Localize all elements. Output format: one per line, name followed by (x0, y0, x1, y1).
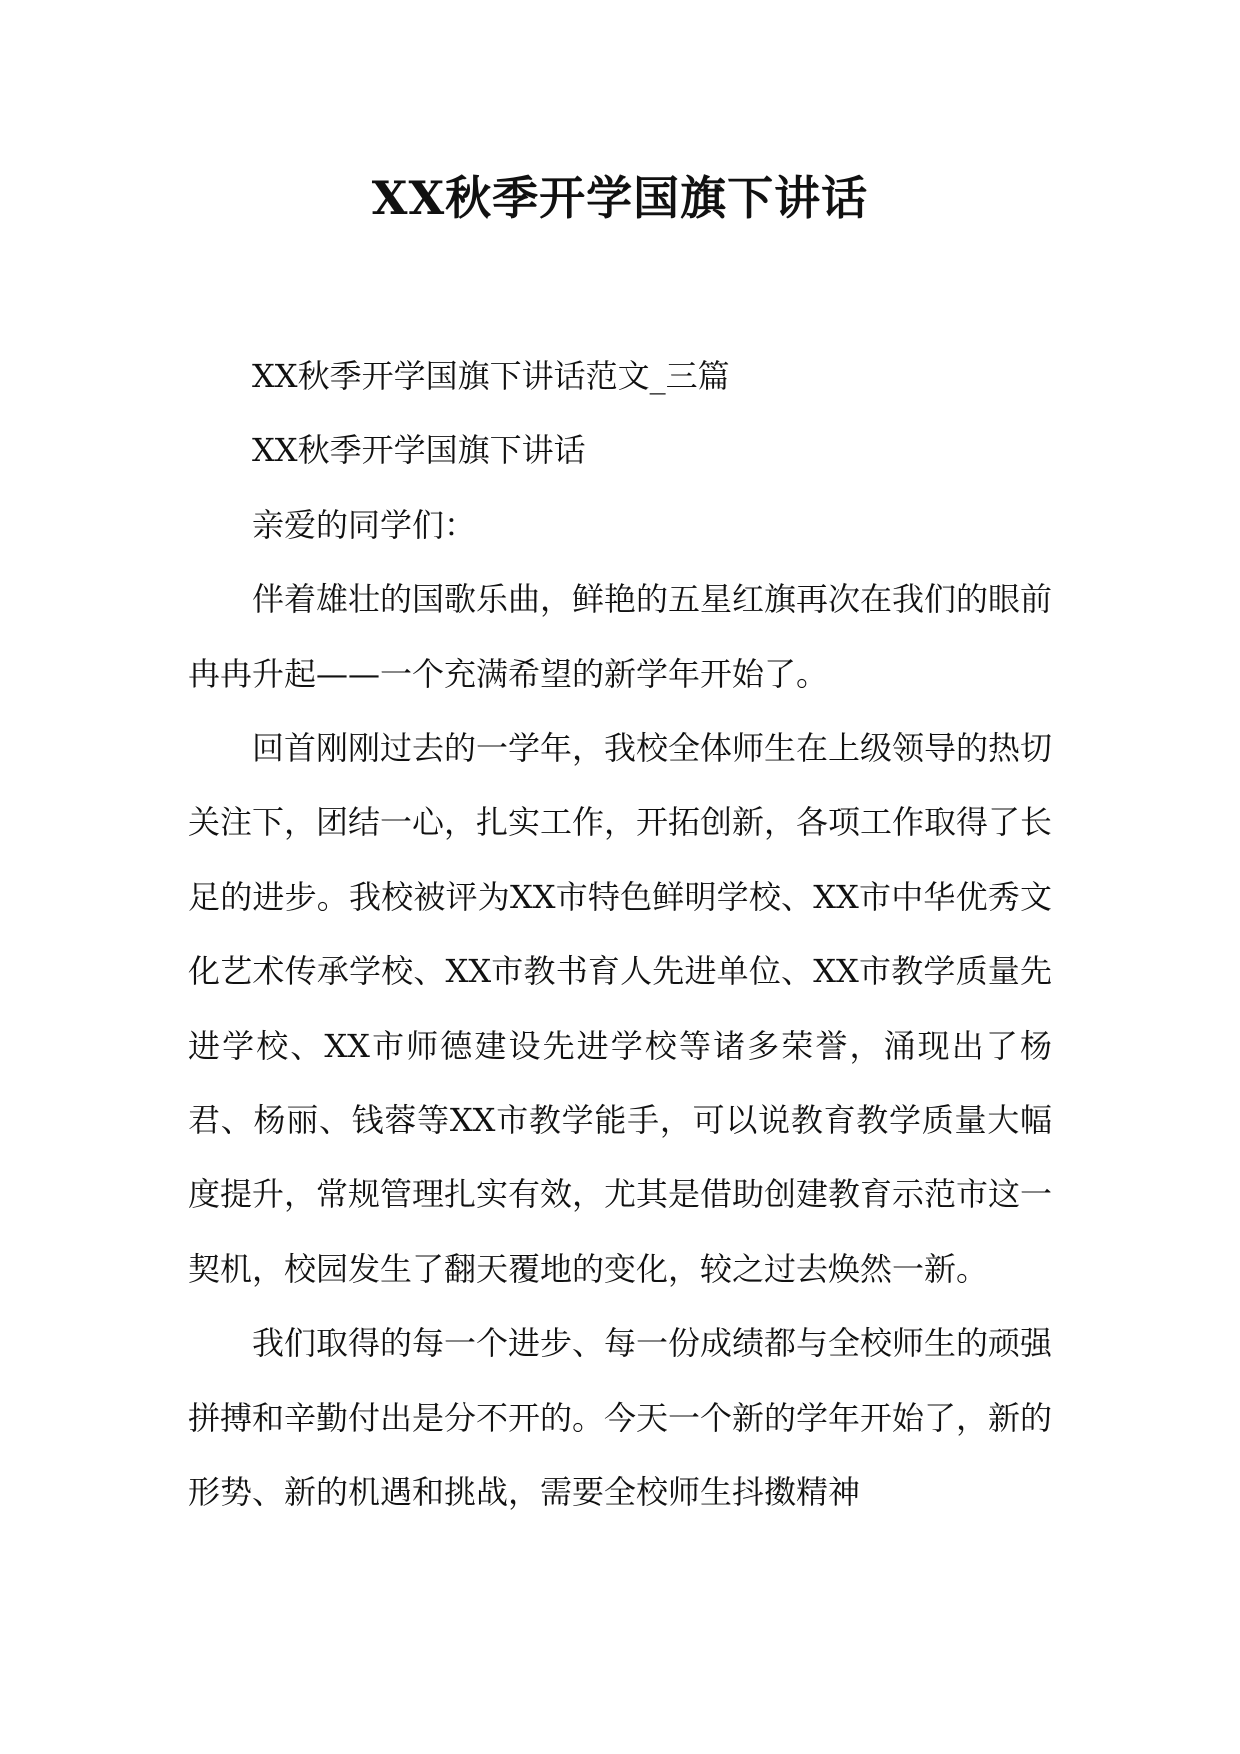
paragraph-salutation: 亲爱的同学们： (252, 505, 477, 544)
paragraph: 伴着雄壮的国歌乐曲，鲜艳的五星红旗再次在我们的眼前冉冉升起——一个充满希望的新学年开始了。 (188, 580, 1053, 693)
document-body (188, 339, 1052, 1530)
paragraph: 我们取得的每一个进步、每一份成绩都与全校师生的顽强拼搏和辛勤付出是分不开的。今天一个新的学年开始了，新的形势、新的机遇和挑战，需要全校师生抖擞精神 (188, 1324, 1053, 1512)
document-title: XX秋季开学国旗下讲话 (371, 171, 869, 225)
paragraph-heading: XX秋季开学国旗下讲话 (252, 431, 586, 470)
paragraph-subtitle: XX秋季开学国旗下讲话范文_三篇 (252, 357, 730, 395)
paragraph: 回首刚刚过去的一学年，我校全体师生在上级领导的热切关注下，团结一心，扎实工作，开拓创新，各项工作取得了长足的进步。我校被评为XX市特色鲜明学校、XX市中华优秀文化艺术传承学校、XX市教书育人先进单位、XX市教学质量先进学校、XX市师德建设先进学校等诸多荣誉，涌现出了杨君、杨丽、钱蓉等XX市教学能手，可以说教育教学质量大幅度提升，常规管理扎实有效，尤其是借助创建教育示范市这一契机，校园发生了翻天覆地的变化，较之过去焕然一新。 (188, 729, 1053, 1288)
